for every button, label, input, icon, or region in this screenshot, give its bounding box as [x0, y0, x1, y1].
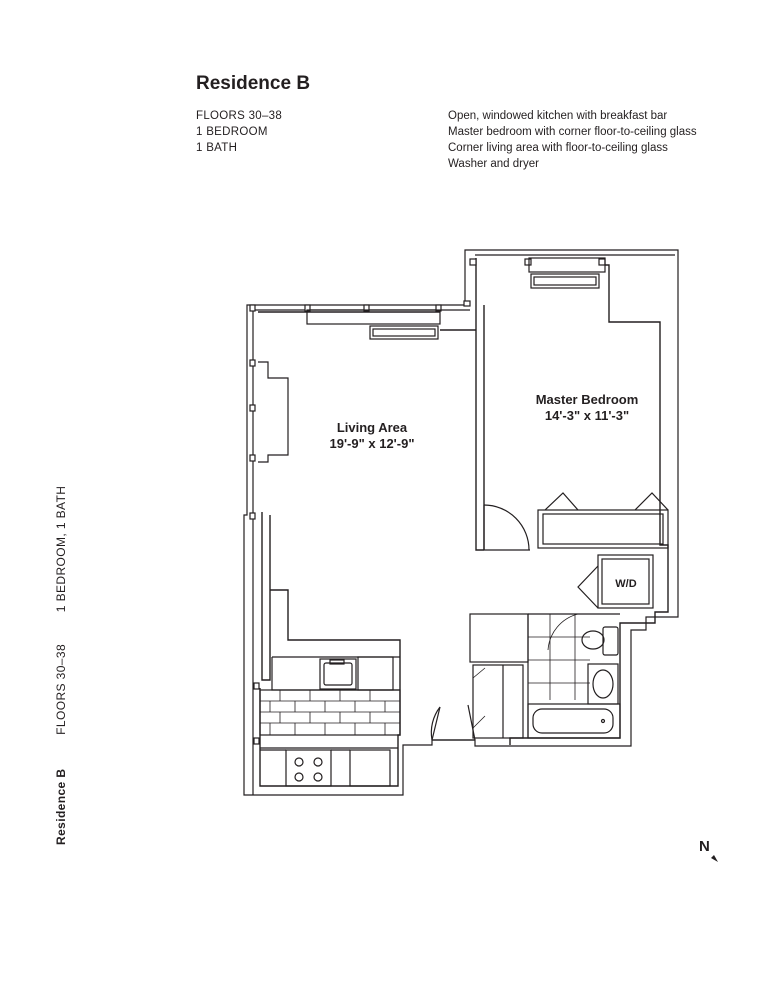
side-caption-floors: FLOORS 30–38 [54, 643, 68, 735]
bedroom-hvac-grille [534, 277, 596, 285]
window-mullions [250, 259, 605, 744]
bed [538, 493, 668, 548]
living-hvac-unit [370, 326, 438, 339]
feature-kitchen: Open, windowed kitchen with breakfast bar [448, 110, 668, 122]
feature-bedroom: Master bedroom with corner floor-to-ceiling glass [448, 126, 697, 138]
living-bay [258, 362, 288, 462]
north-arrow-icon [711, 855, 718, 862]
bedroom-door [484, 505, 530, 550]
living-room-dimensions: 19'-9" x 12'-9" [329, 436, 415, 451]
compass-label: N [699, 838, 710, 855]
bedroom-window-unit [529, 258, 605, 272]
bathroom [470, 614, 620, 738]
side-caption-name: Residence B [54, 768, 68, 845]
living-room-name: Living Area [336, 420, 408, 435]
bedroom-name: Master Bedroom [535, 392, 639, 407]
bedroom-dimensions: 14'-3" x 11'-3" [544, 408, 630, 423]
kitchen [260, 657, 400, 786]
exterior-wall-outer [244, 250, 678, 795]
bedroom-hvac-unit [531, 274, 599, 288]
side-caption-rooms: 1 BEDROOM, 1 BATH [54, 485, 68, 613]
living-hvac-grille [373, 329, 435, 336]
feature-living: Corner living area with floor-to-ceiling glass [448, 142, 668, 154]
spec-bedrooms: 1 BEDROOM [196, 126, 268, 138]
spec-baths: 1 BATH [196, 142, 238, 154]
entry-door [431, 705, 475, 740]
feature-laundry: Washer and dryer [448, 158, 539, 170]
spec-floors: FLOORS 30–38 [196, 110, 283, 122]
residence-title: Residence B [196, 73, 311, 94]
interior-wall-line [258, 258, 668, 786]
laundry-label: W/D [615, 578, 637, 590]
